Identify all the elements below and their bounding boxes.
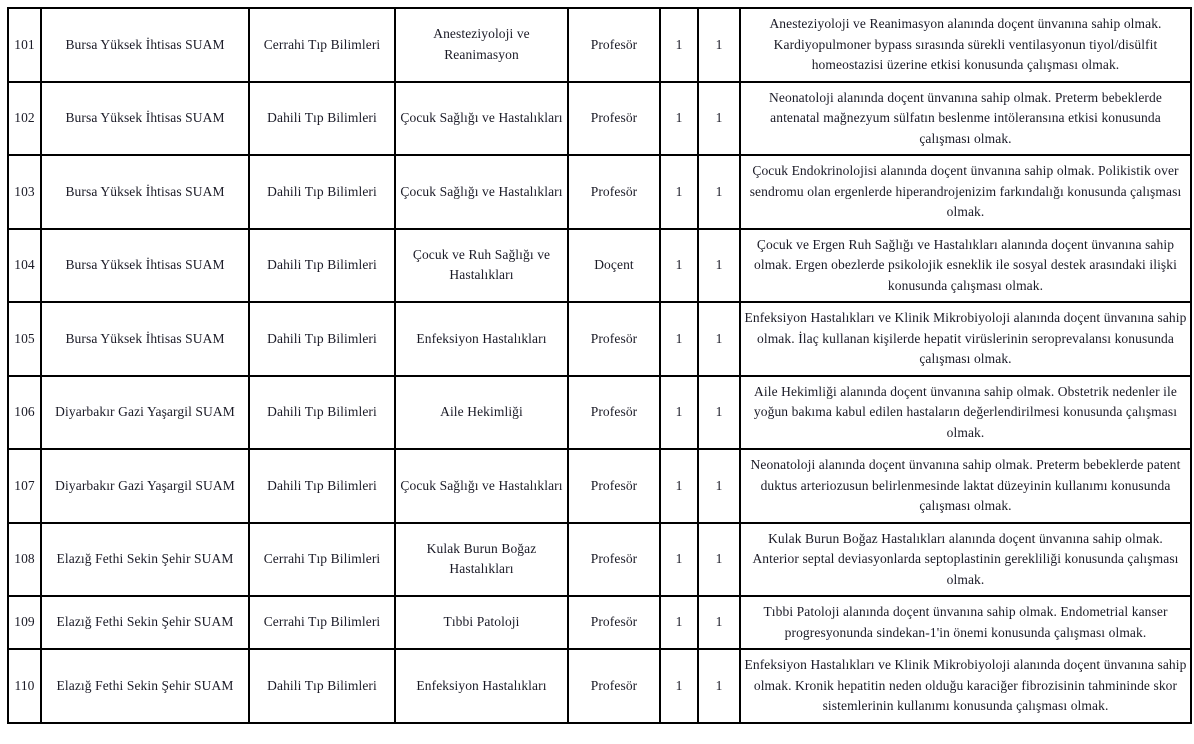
cell-description: Çocuk ve Ergen Ruh Sağlığı ve Hastalıkları alanında doçent ünvanına sahip olmak. Ergen obezlerde psikolojik esneklik ile sosyal destek arasındaki ilişki konusunda çalışması olmak.: [740, 229, 1191, 303]
cell-description: Anesteziyoloji ve Reanimasyon alanında doçent ünvanına sahip olmak. Kardiyopulmoner bypass sırasında sürekli ventilasyonun tiyol/disülfit homeostazisi üzerine etkisi konusunda çalışması olmak.: [740, 8, 1191, 82]
table-body: [8, 8, 1191, 723]
cell-description: Neonatoloji alanında doçent ünvanına sahip olmak. Preterm bebeklerde patent duktus arteriozusun belirlenmesinde laktat düzeyinin kullanımı konusunda çalışması olmak.: [740, 449, 1191, 523]
cell-count1: 1: [660, 82, 698, 156]
cell-institution: Elazığ Fethi Sekin Şehir SUAM: [41, 523, 249, 597]
cell-count1: 1: [660, 229, 698, 303]
cell-no: 101: [8, 8, 41, 82]
cell-specialty: Anesteziyoloji ve Reanimasyon: [395, 8, 568, 82]
cell-no: 104: [8, 229, 41, 303]
cell-count2: 1: [698, 8, 740, 82]
cell-title: Doçent: [568, 229, 660, 303]
cell-institution: Bursa Yüksek İhtisas SUAM: [41, 229, 249, 303]
cell-department: Cerrahi Tıp Bilimleri: [249, 596, 395, 649]
cell-count1: 1: [660, 449, 698, 523]
cell-no: 103: [8, 155, 41, 229]
table-row: [8, 302, 1191, 376]
cell-title: Profesör: [568, 523, 660, 597]
cell-no: 105: [8, 302, 41, 376]
cell-department: Dahili Tıp Bilimleri: [249, 155, 395, 229]
cell-count1: 1: [660, 596, 698, 649]
cell-count2: 1: [698, 229, 740, 303]
cell-description: Neonatoloji alanında doçent ünvanına sahip olmak. Preterm bebeklerde antenatal mağnezyum sülfatın beslenme intöleransına etkisi konusunda çalışması olmak.: [740, 82, 1191, 156]
cell-institution: Bursa Yüksek İhtisas SUAM: [41, 302, 249, 376]
cell-no: 108: [8, 523, 41, 597]
cell-title: Profesör: [568, 302, 660, 376]
cell-count2: 1: [698, 649, 740, 723]
cell-institution: Elazığ Fethi Sekin Şehir SUAM: [41, 649, 249, 723]
cell-department: Dahili Tıp Bilimleri: [249, 229, 395, 303]
table-row: [8, 82, 1191, 156]
cell-title: Profesör: [568, 8, 660, 82]
table-row: [8, 596, 1191, 649]
cell-specialty: Çocuk Sağlığı ve Hastalıkları: [395, 449, 568, 523]
cell-description: Tıbbi Patoloji alanında doçent ünvanına sahip olmak. Endometrial kanser progresyonunda sindekan-1'in önemi konusunda çalışması olmak.: [740, 596, 1191, 649]
cell-count2: 1: [698, 155, 740, 229]
cell-count1: 1: [660, 8, 698, 82]
cell-count1: 1: [660, 523, 698, 597]
cell-title: Profesör: [568, 82, 660, 156]
table-row: [8, 449, 1191, 523]
cell-department: Dahili Tıp Bilimleri: [249, 302, 395, 376]
cell-specialty: Enfeksiyon Hastalıkları: [395, 649, 568, 723]
cell-department: Dahili Tıp Bilimleri: [249, 82, 395, 156]
cell-description: Enfeksiyon Hastalıkları ve Klinik Mikrobiyoloji alanında doçent ünvanına sahip olmak. Kronik hepatitin neden olduğu karaciğer fibrozisinin tahmininde skor sistemlerinin kullanımı konusunda çalışması olmak.: [740, 649, 1191, 723]
table-row: [8, 376, 1191, 450]
table-row: [8, 155, 1191, 229]
cell-description: Aile Hekimliği alanında doçent ünvanına sahip olmak. Obstetrik nedenler ile yoğun bakıma kabul edilen hastaların değerlendirilmesi konusunda çalışması olmak.: [740, 376, 1191, 450]
cell-count2: 1: [698, 82, 740, 156]
cell-count1: 1: [660, 302, 698, 376]
cell-no: 109: [8, 596, 41, 649]
cell-count2: 1: [698, 302, 740, 376]
cell-count2: 1: [698, 449, 740, 523]
cell-count2: 1: [698, 523, 740, 597]
table-row: [8, 649, 1191, 723]
cell-no: 107: [8, 449, 41, 523]
cell-department: Cerrahi Tıp Bilimleri: [249, 8, 395, 82]
table-row: [8, 523, 1191, 597]
cell-count2: 1: [698, 376, 740, 450]
cell-institution: Elazığ Fethi Sekin Şehir SUAM: [41, 596, 249, 649]
cell-count2: 1: [698, 596, 740, 649]
cell-specialty: Çocuk ve Ruh Sağlığı ve Hastalıkları: [395, 229, 568, 303]
cell-institution: Bursa Yüksek İhtisas SUAM: [41, 8, 249, 82]
cell-specialty: Çocuk Sağlığı ve Hastalıkları: [395, 155, 568, 229]
cell-no: 110: [8, 649, 41, 723]
cell-specialty: Kulak Burun Boğaz Hastalıkları: [395, 523, 568, 597]
cell-description: Kulak Burun Boğaz Hastalıkları alanında doçent ünvanına sahip olmak. Anterior septal deviasyonlarda septoplastinin gerekliliği konusunda çalışması olmak.: [740, 523, 1191, 597]
cell-count1: 1: [660, 155, 698, 229]
cell-no: 102: [8, 82, 41, 156]
cell-department: Dahili Tıp Bilimleri: [249, 449, 395, 523]
table-row: [8, 229, 1191, 303]
cell-institution: Diyarbakır Gazi Yaşargil SUAM: [41, 376, 249, 450]
cell-count1: 1: [660, 376, 698, 450]
cell-department: Dahili Tıp Bilimleri: [249, 649, 395, 723]
table-row: [8, 8, 1191, 82]
cell-title: Profesör: [568, 155, 660, 229]
cell-department: Dahili Tıp Bilimleri: [249, 376, 395, 450]
cell-no: 106: [8, 376, 41, 450]
cell-specialty: Tıbbi Patoloji: [395, 596, 568, 649]
cell-count1: 1: [660, 649, 698, 723]
cell-specialty: Çocuk Sağlığı ve Hastalıkları: [395, 82, 568, 156]
cell-department: Cerrahi Tıp Bilimleri: [249, 523, 395, 597]
academic-positions-table: [7, 7, 1192, 724]
cell-specialty: Enfeksiyon Hastalıkları: [395, 302, 568, 376]
cell-description: Enfeksiyon Hastalıkları ve Klinik Mikrobiyoloji alanında doçent ünvanına sahip olmak. İlaç kullanan kişilerde hepatit virüslerinin seroprevalansı konusunda çalışması olmak.: [740, 302, 1191, 376]
cell-title: Profesör: [568, 649, 660, 723]
cell-institution: Diyarbakır Gazi Yaşargil SUAM: [41, 449, 249, 523]
cell-title: Profesör: [568, 449, 660, 523]
cell-institution: Bursa Yüksek İhtisas SUAM: [41, 82, 249, 156]
cell-description: Çocuk Endokrinolojisi alanında doçent ünvanına sahip olmak. Polikistik over sendromu olan ergenlerde hiperandrojenizim farkındalığı konusunda çalışması olmak.: [740, 155, 1191, 229]
cell-title: Profesör: [568, 376, 660, 450]
cell-institution: Bursa Yüksek İhtisas SUAM: [41, 155, 249, 229]
cell-title: Profesör: [568, 596, 660, 649]
cell-specialty: Aile Hekimliği: [395, 376, 568, 450]
